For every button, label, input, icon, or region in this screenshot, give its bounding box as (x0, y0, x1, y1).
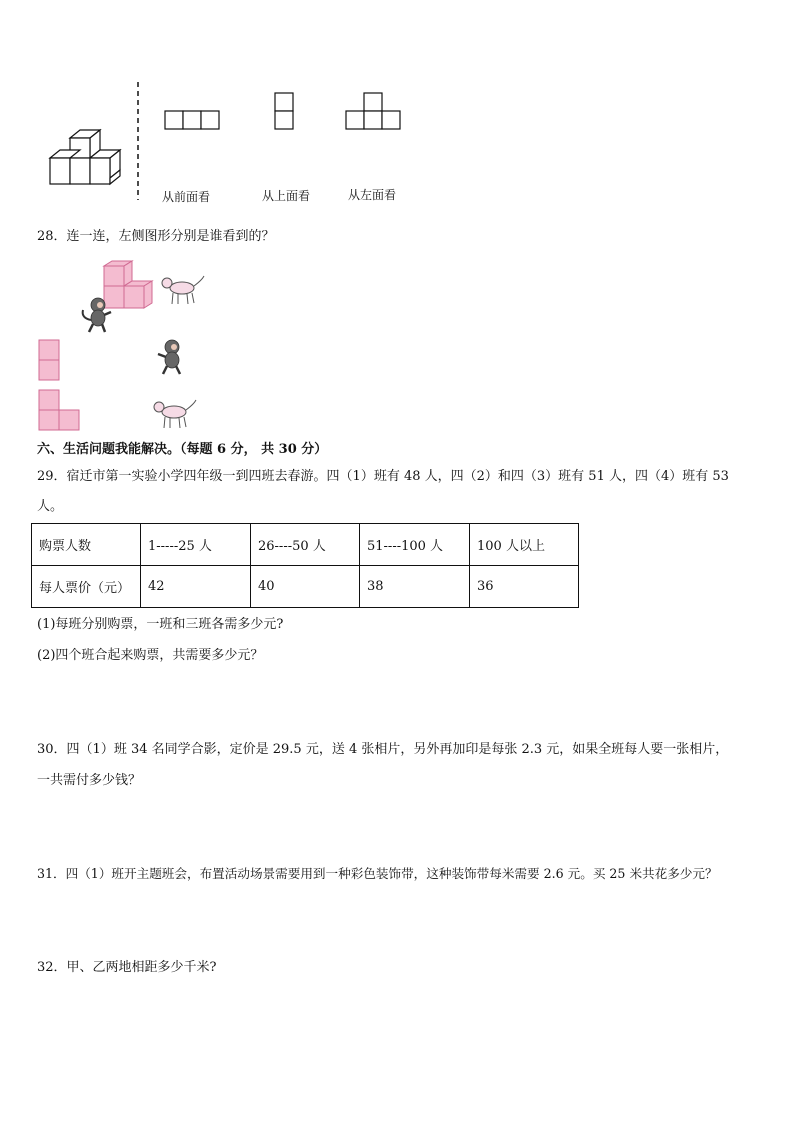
q32-text: 32．甲、乙两地相距多少千米? (37, 960, 217, 975)
dog-icon (160, 272, 206, 308)
monkey-icon (78, 296, 114, 336)
table-row (32, 524, 579, 566)
table-cell: 51----100 人 (360, 524, 470, 566)
q30-line1: 30．四（1）班 34 名同学合影，定价是 29.5 元，送 4 张相片，另外再加印是每张 2.3 元，如果全班每人要一张相片， (37, 742, 729, 757)
section6-heading: 六、生活问题我能解决。（每题 6 分， 共 30 分） (37, 442, 328, 457)
table-cell: 每人票价（元） (32, 566, 141, 608)
table-cell: 36 (470, 566, 579, 608)
block-structure-3d (44, 128, 134, 198)
q29-line2: 人。 (37, 499, 64, 514)
left-view-shape (345, 92, 405, 132)
top-view-shape (274, 92, 296, 132)
table-cell: 40 (251, 566, 360, 608)
dashed-divider (136, 82, 140, 202)
view-label-top: 从上面看 (262, 189, 311, 203)
table-cell: 26----50 人 (251, 524, 360, 566)
q29-sub1: (1)每班分别购票，一班和三班各需多少元? (37, 617, 284, 632)
q29-sub2: (2)四个班合起来购票，共需要多少元？ (37, 648, 264, 663)
view-label-left: 从左面看 (348, 188, 397, 202)
q31-text: 31．四（1）班开主题班会，布置活动场景需要用到一种彩色装饰带，这种装饰带每米需要 2.6 元。买 25 米共花多少元？ (37, 866, 718, 881)
view-label-front: 从前面看 (162, 190, 211, 204)
table-cell: 42 (141, 566, 251, 608)
table-cell: 购票人数 (32, 524, 141, 566)
table-cell: 38 (360, 566, 470, 608)
q28-prompt: 28．连一连，左侧图形分别是谁看到的？ (37, 229, 275, 244)
table-cell: 1-----25 人 (141, 524, 251, 566)
monkey-icon-2 (152, 338, 188, 378)
pink-view-two-stack (38, 339, 62, 383)
table-row (32, 566, 579, 608)
ticket-price-table (31, 523, 579, 608)
table-cell: 100 人以上 (470, 524, 579, 566)
dog-icon-2 (152, 396, 198, 432)
front-view-shape (164, 110, 224, 132)
q29-line1: 29．宿迁市第一实验小学四年级一到四班去春游。四（1）班有 48 人，四（2）和四（3）班有 51 人，四（4）班有 53 (37, 469, 729, 484)
pink-view-l-shape (38, 389, 84, 433)
q30-line2: 一共需付多少钱？ (37, 773, 142, 788)
